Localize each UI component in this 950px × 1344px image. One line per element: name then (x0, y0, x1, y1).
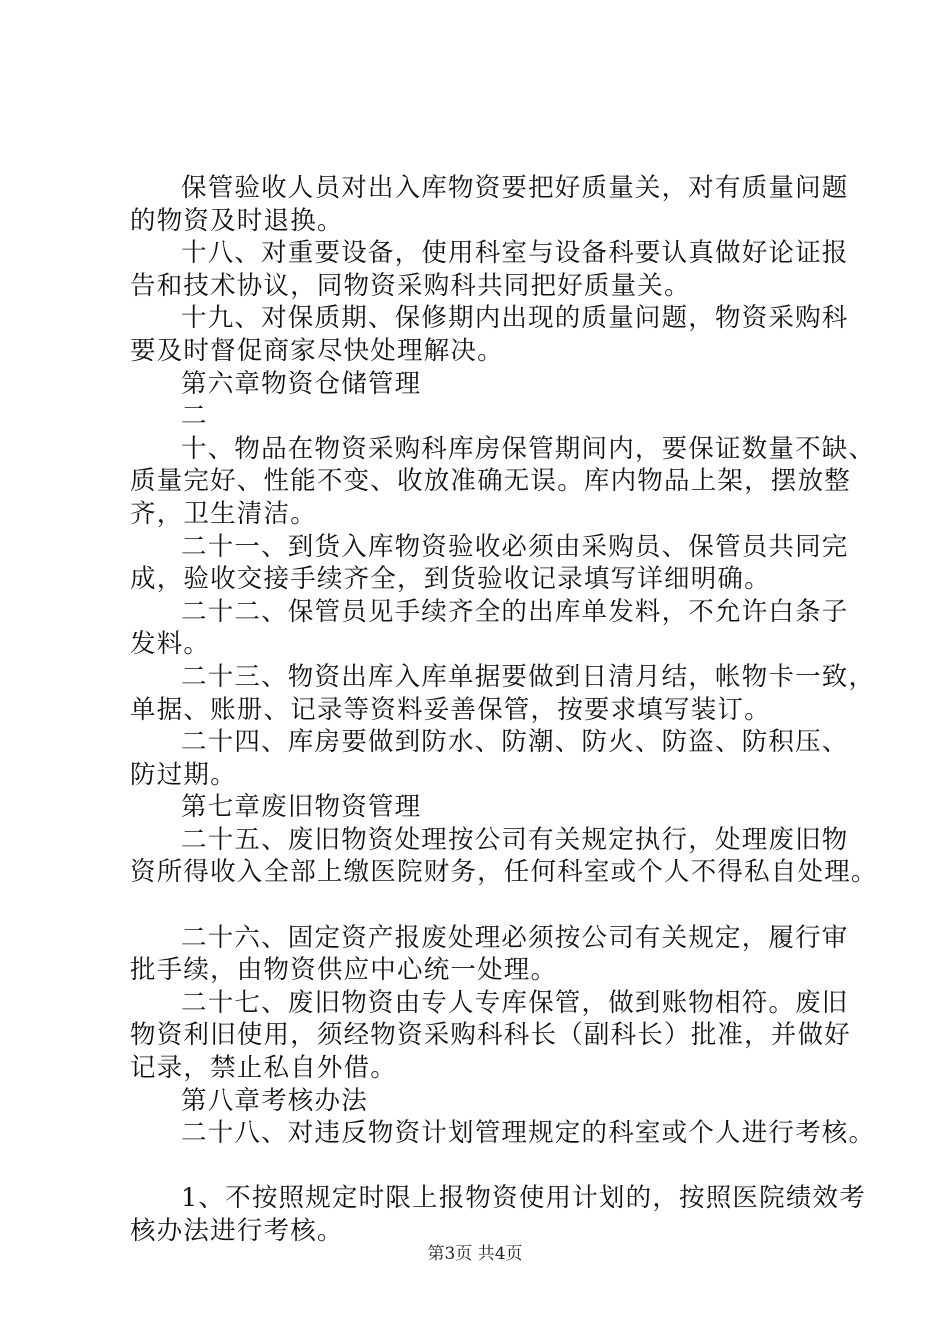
page-number-footer: 第3页 共4页 (427, 1244, 523, 1264)
paragraph-line: 二十五、废旧物资处理按公司有关规定执行，处理废旧物 (181, 824, 849, 855)
paragraph-line: 告和技术协议，同物资采购科共同把好质量关。 (130, 270, 691, 301)
paragraph-line: 二十八、对违反物资计划管理规定的科室或个人进行考核。 (181, 1118, 876, 1149)
paragraph-line: 记录，禁止私自外借。 (130, 1053, 398, 1084)
paragraph-line: 物资利旧使用，须经物资采购科科长（副科长）批准，并做好 (130, 1020, 851, 1051)
paragraph-gap (130, 889, 830, 922)
paragraph-line: 二十三、物资出库入库单据要做到日清月结，帐物卡一致， (181, 661, 876, 692)
paragraph-line: 二十六、固定资产报废处理必须按公司有关规定，履行审 (181, 922, 849, 953)
chapter-heading: 第七章废旧物资管理 (181, 792, 422, 823)
paragraph-gap (130, 1150, 830, 1183)
paragraph-line: 齐，卫生清洁。 (130, 498, 317, 529)
paragraph-line: 二 (181, 401, 208, 432)
paragraph-line: 单据、账册、记录等资料妥善保管，按要求填写装订。 (130, 694, 771, 725)
paragraph-line: 资所得收入全部上缴医院财务，任何科室或个人不得私自处理。 (130, 857, 878, 888)
paragraph-line: 核办法进行考核。 (130, 1216, 344, 1246)
document-body (130, 172, 878, 1248)
paragraph-line: 发料。 (130, 629, 211, 660)
paragraph-line: 二十七、废旧物资由专人专库保管，做到账物相符。废旧 (181, 987, 849, 1018)
paragraph-line: 批手续，由物资供应中心统一处理。 (130, 955, 558, 986)
paragraph-line: 防过期。 (130, 759, 237, 790)
paragraph-line: 二十一、到货入库物资验收必须由采购员、保管员共同完 (181, 531, 849, 562)
paragraph-line: 1、不按照规定时限上报物资使用计划的，按照医院绩效考 (181, 1183, 866, 1214)
paragraph-line: 二十二、保管员见手续齐全的出库单发料，不允许白条子 (181, 596, 849, 627)
paragraph-line: 质量完好、性能不变、收放准确无误。库内物品上架，摆放整 (130, 466, 851, 497)
paragraph-line: 十八、对重要设备，使用科室与设备科要认真做好论证报 (181, 238, 849, 269)
chapter-heading: 第六章物资仓储管理 (181, 368, 422, 399)
paragraph-line: 二十四、库房要做到防水、防潮、防火、防盗、防积压、 (181, 727, 849, 758)
paragraph-line: 十九、对保质期、保修期内出现的质量问题，物资采购科 (181, 303, 849, 334)
paragraph-line: 保管验收人员对出入库物资要把好质量关，对有质量问题 (181, 173, 849, 203)
paragraph-line: 十、物品在物资采购科库房保管期间内，要保证数量不缺、 (181, 433, 876, 464)
paragraph-line: 的物资及时退换。 (130, 205, 344, 236)
paragraph-line: 成，验收交接手续齐全，到货验收记录填写详细明确。 (130, 564, 771, 595)
paragraph-line: 要及时督促商家尽快处理解决。 (130, 335, 504, 366)
chapter-heading: 第八章考核办法 (181, 1085, 368, 1116)
